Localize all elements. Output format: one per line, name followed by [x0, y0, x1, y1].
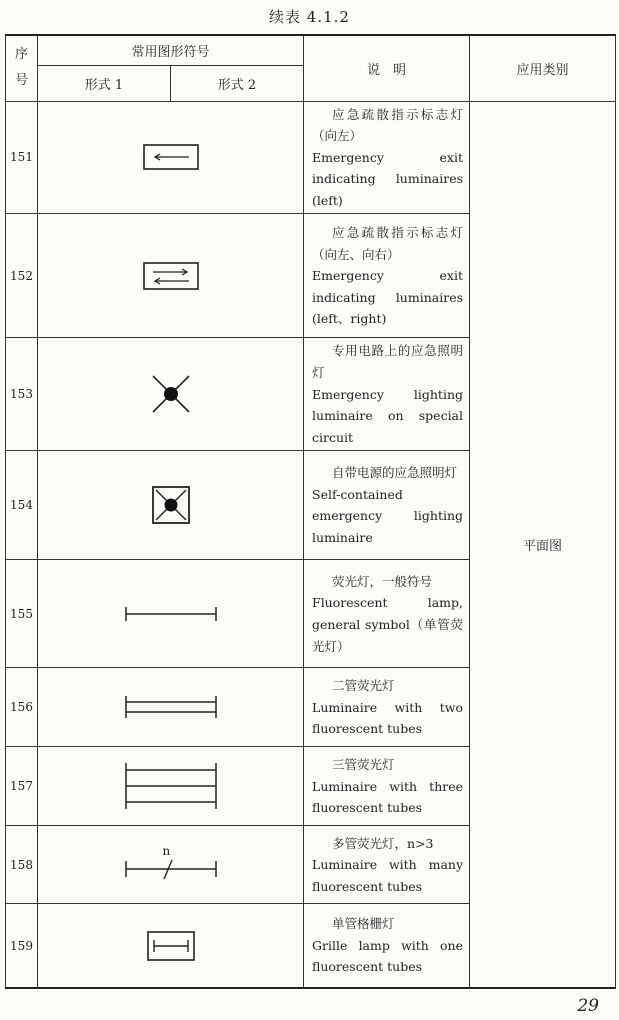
header-form1: 形式 1 — [38, 65, 171, 101]
description-cell: 应急疏散指示标志灯（向左、向右） Emergency exit indicating luminaires (left、right) — [304, 214, 470, 338]
description-cell: 单管格栅灯 Grille lamp with one fluorescent tubes — [304, 904, 470, 988]
row-number: 156 — [6, 668, 38, 747]
symbol-cell — [38, 904, 304, 988]
symbol-cell — [38, 451, 304, 560]
page-number: 29 — [577, 996, 599, 1016]
table-caption: 续表 4.1.2 — [269, 8, 350, 26]
row-number: 159 — [6, 904, 38, 988]
header-description: 说 明 — [304, 35, 470, 101]
description-cell: 应急疏散指示标志灯（向左） Emergency exit indicating luminaires (left) — [304, 101, 470, 214]
symbol-table — [5, 34, 616, 989]
emergency-light-icon — [149, 372, 193, 416]
row-number: 152 — [6, 214, 38, 338]
symbol-label-n: n — [162, 843, 171, 858]
row-number: 155 — [6, 560, 38, 668]
self-contained-light-icon — [151, 485, 191, 525]
fluorescent-single-icon — [123, 604, 219, 624]
fluorescent-three-icon — [123, 761, 219, 811]
fluorescent-many-icon — [123, 843, 219, 883]
symbol-cell — [38, 668, 304, 747]
symbol-cell — [38, 747, 304, 826]
row-number: 158 — [6, 826, 38, 904]
exit-left-icon — [141, 142, 201, 172]
grille-lamp-icon — [146, 930, 196, 962]
header-seq: 序号 — [6, 35, 38, 101]
description-cell: 专用电路上的应急照明灯 Emergency lighting luminaire on special circuit — [304, 338, 470, 451]
description-cell: 多管荧光灯，n>3 Luminaire with many fluorescent tubes — [304, 826, 470, 904]
category-cell: 平面图 — [470, 101, 616, 988]
description-cell: 二管荧光灯 Luminaire with two fluorescent tubes — [304, 668, 470, 747]
row-number: 151 — [6, 101, 38, 214]
row-number: 153 — [6, 338, 38, 451]
header-symbol-group: 常用图形符号 — [38, 35, 304, 65]
description-cell: 荧光灯，一般符号 Fluorescent lamp, general symbol（单管荧光灯） — [304, 560, 470, 668]
symbol-cell — [38, 826, 304, 904]
symbol-cell — [38, 101, 304, 214]
description-cell: 自带电源的应急照明灯 Self-contained emergency lighting luminaire — [304, 451, 470, 560]
header-category: 应用类别 — [470, 35, 616, 101]
symbol-cell — [38, 214, 304, 338]
header-form2: 形式 2 — [171, 65, 304, 101]
symbol-cell — [38, 338, 304, 451]
fluorescent-two-icon — [123, 694, 219, 720]
exit-left-right-icon — [141, 260, 201, 292]
row-number: 157 — [6, 747, 38, 826]
symbol-cell — [38, 560, 304, 668]
row-number: 154 — [6, 451, 38, 560]
description-cell: 三管荧光灯 Luminaire with three fluorescent tubes — [304, 747, 470, 826]
